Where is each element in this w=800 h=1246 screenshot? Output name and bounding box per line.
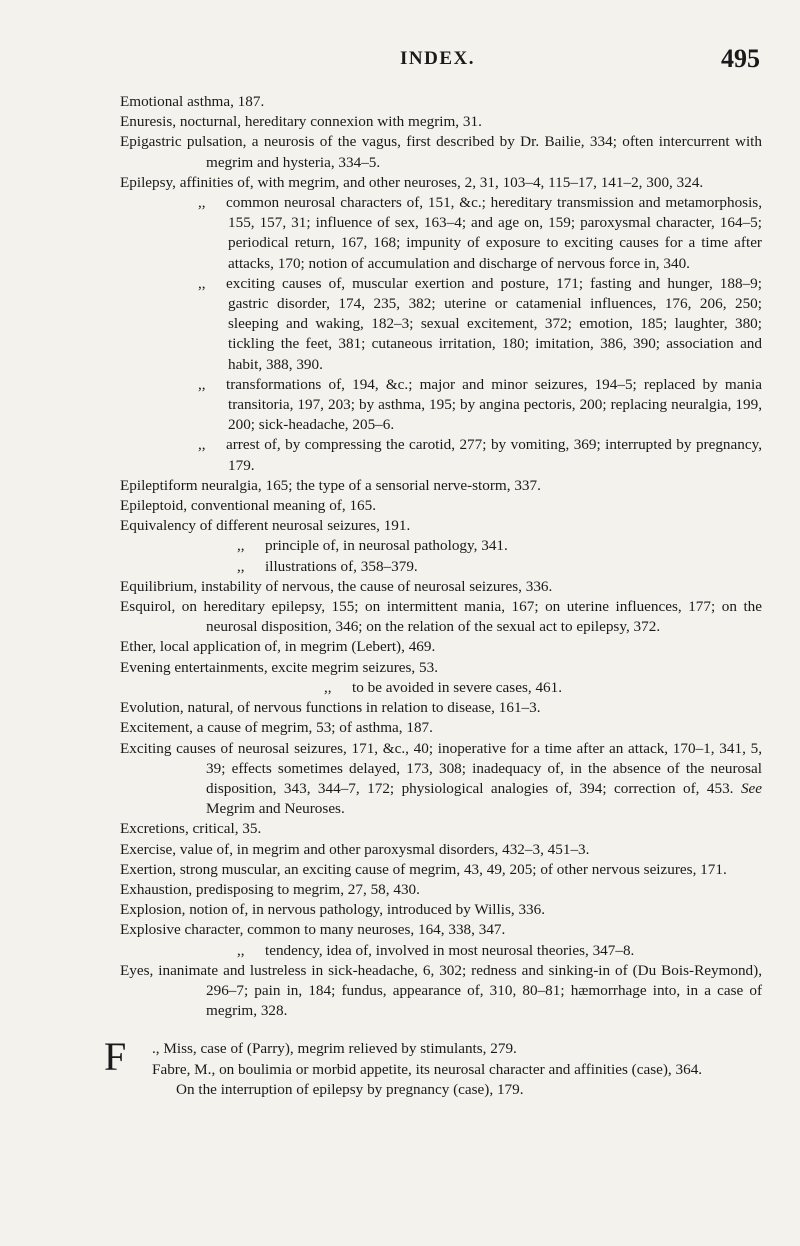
subentry-text: to be avoided in severe cases, 461. — [352, 678, 563, 696]
index-entry-explosion: Explosion, notion of, in nervous pathology, introduced by Willis, 336. — [120, 901, 546, 919]
index-entry-exertion: Exertion, strong muscular, an exciting cause of megrim, 43, 49, 205; of other nervous seizures, 171. — [120, 860, 727, 878]
index-entry-epileptoid: Epileptoid, conventional meaning of, 165. — [120, 497, 377, 515]
ditto-mark: ,, — [198, 375, 206, 393]
index-subentry-explosive-tendency — [120, 941, 762, 961]
index-entry-exercise: Exercise, value of, in megrim and other paroxysmal disorders, 432–3, 451–3. — [120, 840, 590, 858]
ditto-mark: ,, — [237, 537, 245, 555]
index-subentry-epilepsy-exciting — [120, 274, 762, 375]
subentry-text: arrest of, by compressing the carotid, 277; by vomiting, 369; interrupted by pregnancy, 179. — [226, 436, 762, 474]
index-entry-esquirol: Esquirol, on hereditary epilepsy, 155; on intermittent mania, 167; on uterine influences, 177; on the neurosal disposition, 346; on the relation of the sexual act to epilepsy, 372. — [120, 598, 762, 636]
ditto-mark: ,, — [198, 436, 206, 454]
index-entry-fabre: Fabre, M., on boulimia or morbid appetite, its neurosal character and affinities (case), 364. — [152, 1060, 703, 1078]
index-entry-exciting-causes — [120, 739, 762, 820]
subentry-text: exciting causes of, muscular exertion and posture, 171; fasting and hunger, 188–9; gastric disorder, 174, 235, 382; uterine or catamenial influences, 176, 206, 250; sleeping and waking, 182–3; sexual excitement, 372; emotion, 185; laughter, 380; tickling the feet, 381; cutaneous irritation, 180; imitation, 386, 390; association and habit, 388, 390. — [226, 274, 762, 373]
index-entry-evening: Evening entertainments, excite megrim seizures, 53. — [120, 658, 438, 676]
ditto-mark: ,, — [237, 557, 245, 575]
index-subentry-epilepsy-transformations — [120, 375, 762, 436]
page-header — [0, 44, 800, 74]
index-entry-ether: Ether, local application of, in megrim (Lebert), 469. — [120, 638, 436, 656]
index-entry-epileptiform: Epileptiform neuralgia, 165; the type of a sensorial nerve-storm, 337. — [120, 476, 541, 494]
subentry-text: tendency, idea of, involved in most neurosal theories, 347–8. — [265, 941, 635, 959]
index-entry-explosive: Explosive character, common to many neuroses, 164, 338, 347. — [120, 921, 506, 939]
cross-reference: Megrim and Neuroses. — [206, 800, 345, 818]
subentry-text: illustrations of, 358–379. — [265, 557, 418, 575]
entry-text: Exciting causes of neurosal seizures, 171, &c., 40; inoperative for a time after an attack, 170–1, 341, 5, 39; effects sometimes delayed, 173, 308; inadequacy of, in the absence of the neurosal disposition, 343, 344–7, 172; physiological analogies of, 394; correction of, 453. — [120, 739, 762, 797]
ditto-mark: ,, — [198, 274, 206, 292]
index-entry-excretions: Excretions, critical, 35. — [120, 820, 262, 838]
section-f — [104, 1034, 762, 1100]
index-subentry-epilepsy-characters — [120, 193, 762, 274]
index-subentry-equivalency-principle — [120, 536, 762, 556]
index-entry-epigastric: Epigastric pulsation, a neurosis of the vagus, first described by Dr. Bailie, 334; often intercurrent with megrim and hysteria, 334–5. — [120, 133, 762, 171]
running-title: INDEX. — [400, 48, 475, 69]
ditto-mark: ,, — [237, 941, 245, 959]
index-entry-equivalency: Equivalency of different neurosal seizures, 191. — [120, 517, 411, 535]
ditto-mark: ,, — [324, 678, 332, 696]
section-letter: F — [104, 1034, 127, 1080]
ditto-mark: ,, — [198, 194, 206, 212]
page-number: 495 — [721, 44, 760, 73]
index-entries — [104, 92, 763, 1100]
index-entry-excitement: Excitement, a cause of megrim, 53; of asthma, 187. — [120, 719, 433, 737]
subentry-text: transformations of, 194, &c.; major and minor seizures, 194–5; replaced by mania transitoria, 197, 203; by asthma, 195; by angina pectoris, 200; replacing neuralgia, 199, 200; sick-headache, 205–6. — [226, 375, 762, 434]
index-entry-exhaustion: Exhaustion, predisposing to megrim, 27, 58, 430. — [120, 880, 420, 898]
index-entry-epilepsy: Epilepsy, affinities of, with megrim, and other neuroses, 2, 31, 103–4, 115–17, 141–2, 300, 324. — [120, 173, 704, 191]
index-subentry-evening-avoid — [120, 678, 762, 698]
index-entry-enuresis: Enuresis, nocturnal, hereditary connexion with megrim, 31. — [120, 113, 482, 131]
subentry-text: common neurosal characters of, 151, &c.; hereditary transmission and metamorphosis, 155, 157, 31; influence of sex, 163–4; and age on, 159; paroxysmal character, 164–5; periodical return, 167, 168; impunity of exposure to exciting causes for a time after attacks, 170; notion of accumulation and discharge of nervous force in, 340. — [226, 194, 762, 272]
index-entry-f-miss: ., Miss, case of (Parry), megrim relieved by stimulants, 279. — [152, 1040, 517, 1058]
index-subentry-equivalency-illustrations — [120, 557, 762, 577]
index-entry-eyes: Eyes, inanimate and lustreless in sick-headache, 6, 302; redness and sinking-in of (Du Bois-Reymond), 296–7; pain in, 184; fundus, appearance of, 310, 80–81; hæmorrhage into, in a case of megrim, 328. — [120, 961, 762, 1020]
index-entry-equilibrium: Equilibrium, instability of nervous, the cause of neurosal seizures, 336. — [120, 577, 553, 595]
index-entry-evolution: Evolution, natural, of nervous functions in relation to disease, 161–3. — [120, 699, 541, 717]
index-entry-emotional-asthma: Emotional asthma, 187. — [120, 93, 265, 110]
index-subentry-epilepsy-arrest — [120, 435, 762, 475]
subentry-text: principle of, in neurosal pathology, 341. — [265, 537, 508, 555]
index-subentry-fabre-epilepsy: On the interruption of epilepsy by pregnancy (case), 179. — [176, 1080, 524, 1098]
see-reference: See — [740, 779, 763, 797]
